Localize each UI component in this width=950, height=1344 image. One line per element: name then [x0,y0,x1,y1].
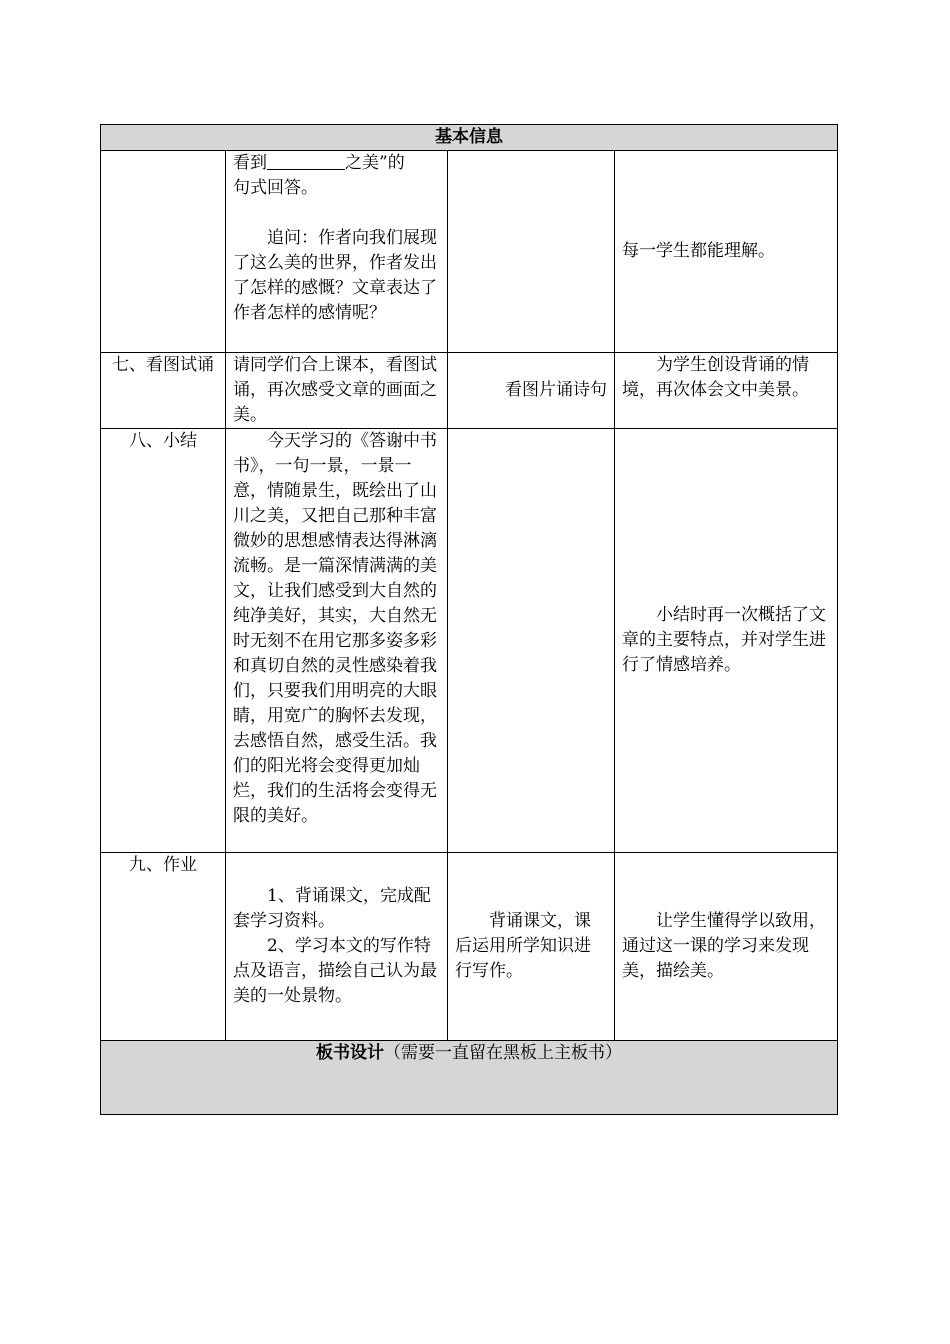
board-design-note: （需要一直留在黑板上主板书） [384,1043,622,1063]
teacher-activity-cell [226,151,448,353]
design-intent-cell: 让学生懂得学以致用，通过这一课的学习来发现美，描绘美。 [615,853,838,1041]
student-activity-cell: 背诵课文，课后运用所学知识进行写作。 [448,853,615,1041]
student-activity-cell [448,429,615,853]
table-row [101,429,838,853]
board-design-title: 板书设计 [316,1043,384,1063]
step-cell: 八、小结 [101,429,226,853]
table-row [101,853,838,1041]
teacher-activity-cell: 请同学们合上课本，看图试诵，再次感受文章的画面之美。 [226,353,448,429]
lesson-plan-table [100,124,838,1115]
board-design-cell [101,1041,838,1115]
teacher-text: 追问：作者向我们展现了这么美的世界，作者发出了怎样的感慨？文章表达了作者怎样的感情呢？ [233,228,437,323]
design-intent-cell: 每一学生都能理解。 [615,151,838,353]
teacher-activity-cell [226,853,448,1041]
teacher-activity-cell: 今天学习的《答谢中书书》，一句一景，一景一意，情随景生，既绘出了山川之美，又把自己那种丰富微妙的思想感情表达得淋漓流畅。是一篇深情满满的美文，让我们感受到大自然的纯净美好，其实，大自然无时无刻不在用它那多姿多彩和真切自然的灵性感染着我们，只要我们用明亮的大眼睛，用宽广的胸怀去发现，去感悟自然，感受生活。我们的阳光将会变得更加灿烂，我们的生活将会变得无限的美好。 [226,429,448,853]
student-activity-cell [448,151,615,353]
teacher-text: 之美”的 [345,153,405,173]
header-row [101,125,838,151]
teacher-text: 句式回答。 [233,178,318,198]
table-row [101,353,838,429]
design-intent-cell: 小结时再一次概括了文章的主要特点，并对学生进行了情感培养。 [615,429,838,853]
header-title: 基本信息 [101,125,838,151]
fill-blank [267,151,345,170]
step-cell: 九、作业 [101,853,226,1041]
step-cell: 七、看图试诵 [101,353,226,429]
design-intent-cell: 为学生创设背诵的情境，再次体会文中美景。 [615,353,838,429]
footer-row [101,1041,838,1115]
homework-item: 2、学习本文的写作特点及语言，描绘自己认为最美的一处景物。 [233,936,437,1006]
table-row [101,151,838,353]
teacher-text: 看到 [233,153,267,173]
homework-item: 1、背诵课文，完成配套学习资料。 [233,886,431,931]
student-activity-cell: 看图片诵诗句 [448,353,615,429]
step-cell [101,151,226,353]
